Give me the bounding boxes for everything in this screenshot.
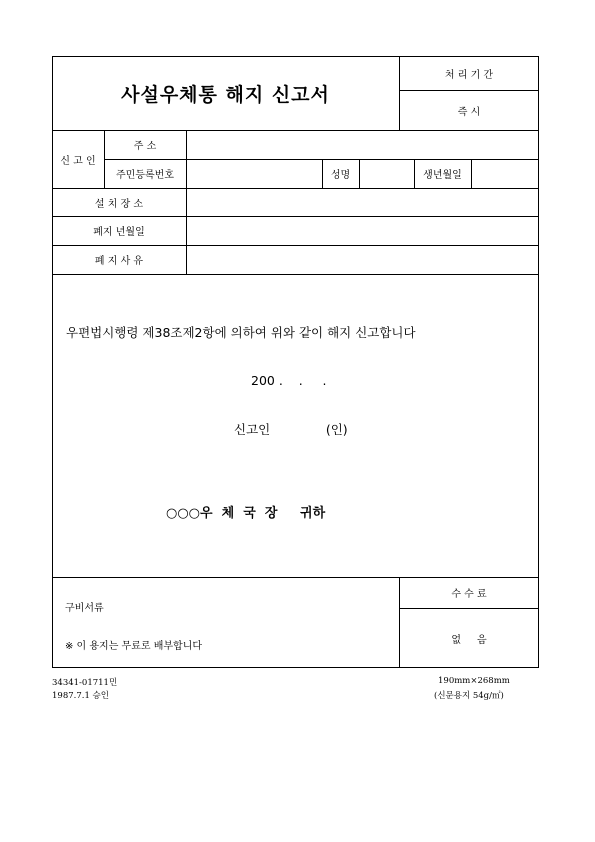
date-line: 200 . . . — [251, 373, 327, 388]
resident-number-field[interactable] — [187, 160, 322, 187]
fee-value: 없 음 — [451, 634, 487, 646]
address-label: 주 소 — [133, 141, 157, 152]
approval-date: 1987.7.1 승인 — [52, 691, 109, 701]
row-line-5 — [52, 274, 539, 275]
birth-date-field[interactable] — [472, 160, 538, 187]
closure-reason-label: 폐 지 사 유 — [94, 256, 144, 267]
paper-size: 190mm×268mm — [438, 676, 510, 686]
fee-label: 수 수 료 — [451, 589, 487, 600]
name-label: 성명 — [330, 170, 351, 181]
paper-type: (신문용지 54g/㎡) — [434, 691, 504, 701]
processing-period-label: 처 리 기 간 — [444, 69, 494, 81]
free-note: ※ 이 용지는 무료로 배부합니다 — [65, 641, 203, 652]
closure-date-label: 폐지 년월일 — [93, 227, 145, 238]
install-location-field[interactable] — [187, 189, 538, 215]
applicant-label: 신 고 인 — [60, 155, 96, 167]
form-number: 34341-01711민 — [52, 678, 118, 688]
closure-reason-field[interactable] — [187, 246, 538, 273]
address-field[interactable] — [187, 131, 538, 158]
birth-date-label: 생년월일 — [423, 170, 462, 181]
install-location-label: 설 치 장 소 — [94, 198, 144, 210]
signature-line: 신고인 (인) — [234, 422, 348, 437]
closure-date-field[interactable] — [187, 217, 538, 244]
declaration-text: 우편법시행령 제38조제2항에 의하여 위와 같이 해지 신고합니다 — [66, 325, 416, 340]
required-docs-label: 구비서류 — [65, 603, 104, 614]
name-field[interactable] — [360, 160, 413, 187]
recipient-line: ○○○우 체 국 장 귀하 — [166, 506, 326, 521]
processing-period-value: 즉 시 — [457, 106, 481, 118]
resident-number-label: 주민등록번호 — [116, 170, 174, 181]
form-title: 사설우체통 해지 신고서 — [121, 83, 330, 106]
